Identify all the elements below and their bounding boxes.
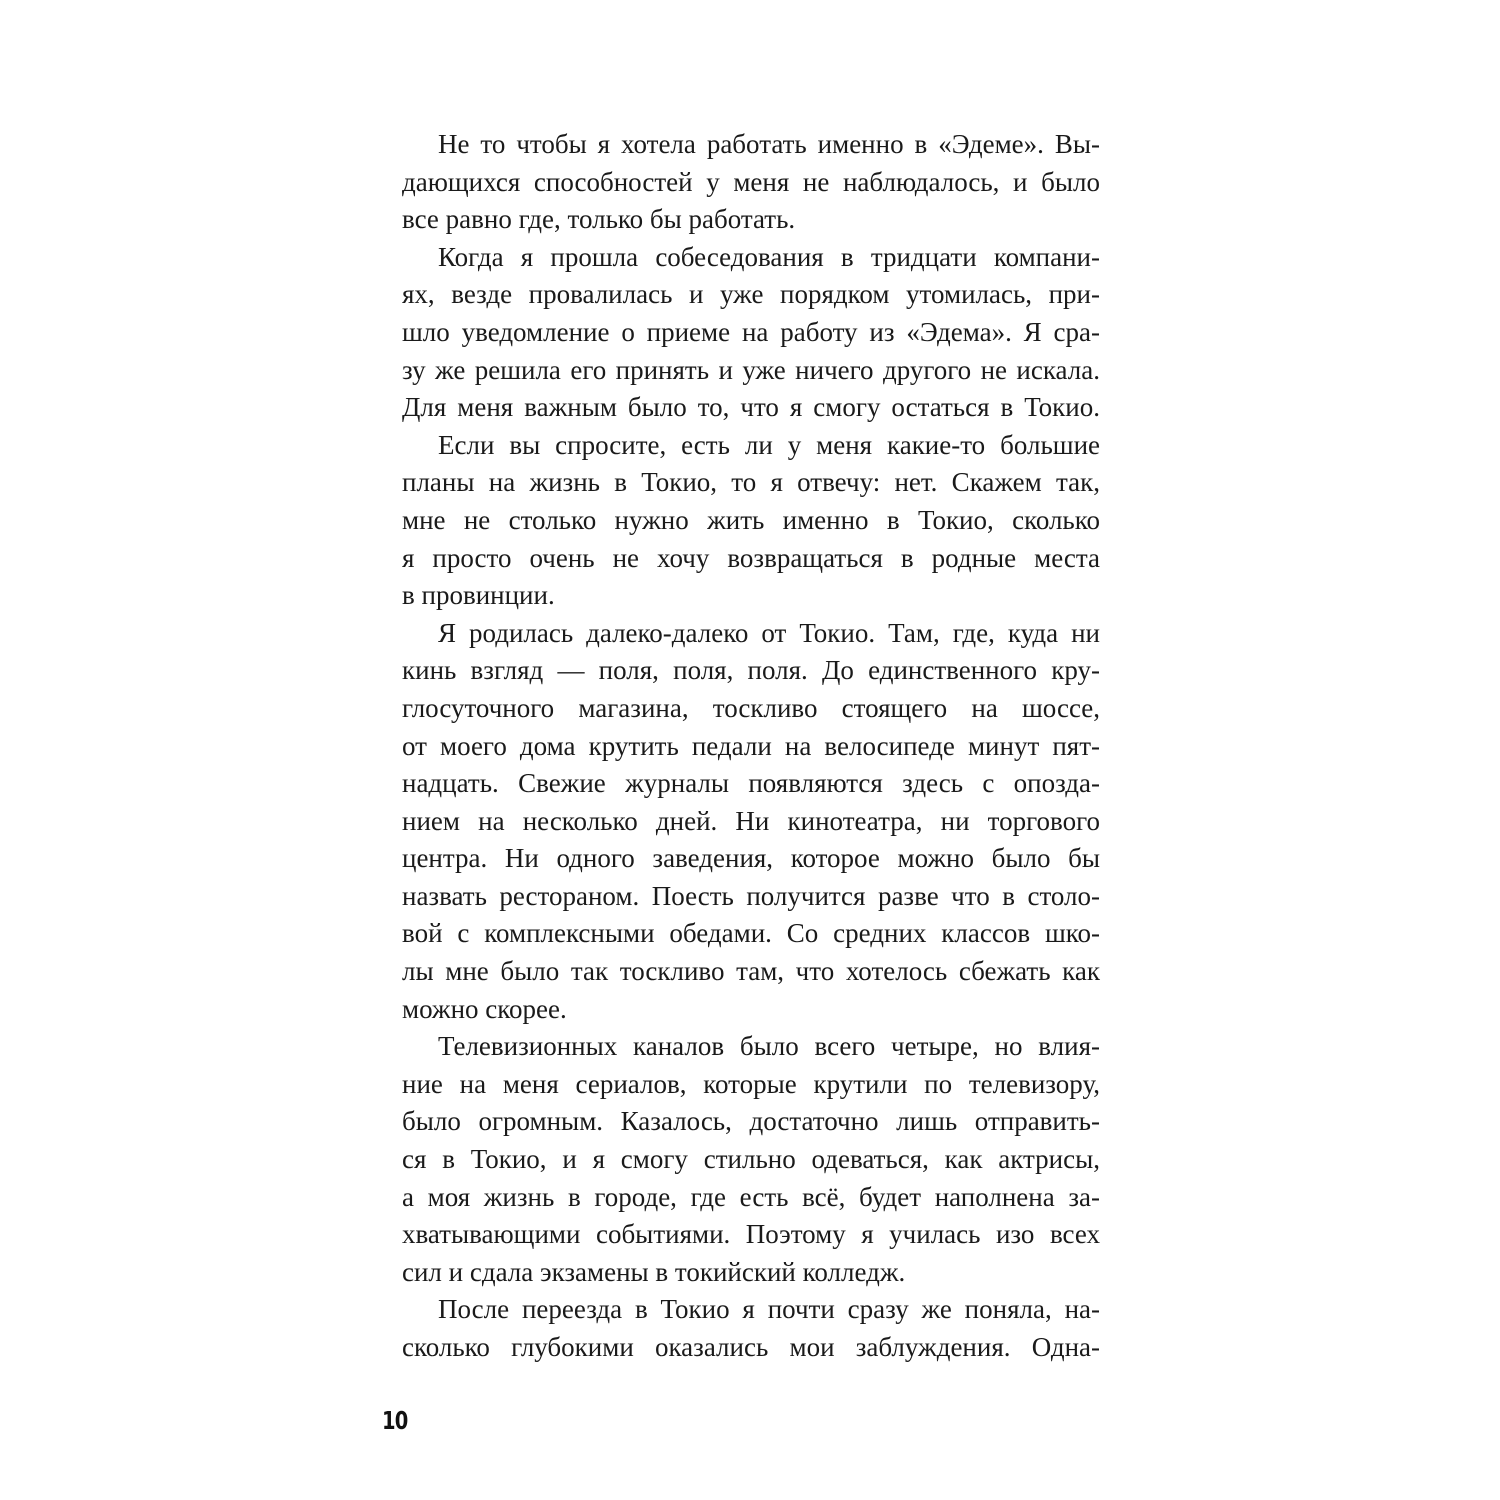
text-line: мне не столько нужно жить именно в Токио, сколько: [402, 504, 1100, 535]
text-line: назвать рестораном. Поесть получится разве что в столо-: [402, 880, 1100, 911]
page-number: 10: [382, 1406, 408, 1435]
text-line: Телевизионных каналов было всего четыре, но влия-: [438, 1031, 1100, 1062]
text-line: планы на жизнь в Токио, то я отвечу: нет. Скажем так,: [402, 467, 1100, 498]
text-line: надцать. Свежие журналы появляются здесь с опозда-: [402, 768, 1100, 799]
text-line: лы мне было так тоскливо там, что хотелось сбежать как: [402, 956, 1100, 987]
text-line: а моя жизнь в городе, где есть всё, будет наполнена за-: [402, 1181, 1100, 1212]
text-line: После переезда в Токио я почти сразу же поняла, на-: [438, 1294, 1100, 1325]
text-line: дающихся способностей у меня не наблюдалось, и было: [402, 166, 1100, 197]
text-line: ся в Токио, и я смогу стильно одеваться, как актрисы,: [402, 1144, 1100, 1175]
text-line: я просто очень не хочу возвращаться в родные места: [402, 542, 1100, 573]
text-line: Когда я прошла собеседования в тридцати компани-: [438, 241, 1100, 272]
text-line: от моего дома крутить педали на велосипеде минут пят-: [402, 730, 1100, 761]
text-line: Я родилась далеко-далеко от Токио. Там, где, куда ни: [438, 617, 1100, 648]
text-line: кинь взгляд — поля, поля, поля. До единственного кру-: [402, 655, 1100, 686]
text-line: вой с комплексными обедами. Со средних классов шко-: [402, 918, 1100, 949]
text-line: Не то чтобы я хотела работать именно в «Эдеме». Вы-: [438, 129, 1100, 159]
text-line: все равно где, только бы работать.: [402, 204, 796, 235]
text-line: зу же решила его принять и уже ничего другого не искала.: [402, 354, 1100, 385]
text-line: нием на несколько дней. Ни кинотеатра, ни торгового: [402, 805, 1100, 836]
text-line: Для меня важным было то, что я смогу остаться в Токио.: [402, 392, 1100, 423]
text-line: можно скорее.: [402, 993, 567, 1024]
text-line: сколько глубокими оказались мои заблуждения. Одна-: [402, 1332, 1100, 1362]
text-line: Если вы спросите, есть ли у меня какие-то большие: [438, 429, 1100, 460]
text-line: шло уведомление о приеме на работу из «Эдема». Я сра-: [402, 316, 1100, 347]
body-text: [402, 126, 1100, 1367]
text-line: ях, везде провалилась и уже порядком утомилась, при-: [402, 279, 1100, 310]
text-line: центра. Ни одного заведения, которое можно было бы: [402, 843, 1100, 874]
text-line: сил и сдала экзамены в токийский колледж.: [402, 1256, 906, 1287]
text-line: ние на меня сериалов, которые крутили по телевизору,: [402, 1068, 1100, 1099]
text-line: в провинции.: [402, 580, 555, 611]
text-line: было огромным. Казалось, достаточно лишь отправить-: [402, 1106, 1100, 1137]
text-line: глосуточного магазина, тоскливо стоящего на шоссе,: [402, 692, 1100, 723]
text-line: хватывающими событиями. Поэтому я училась изо всех: [402, 1219, 1100, 1250]
